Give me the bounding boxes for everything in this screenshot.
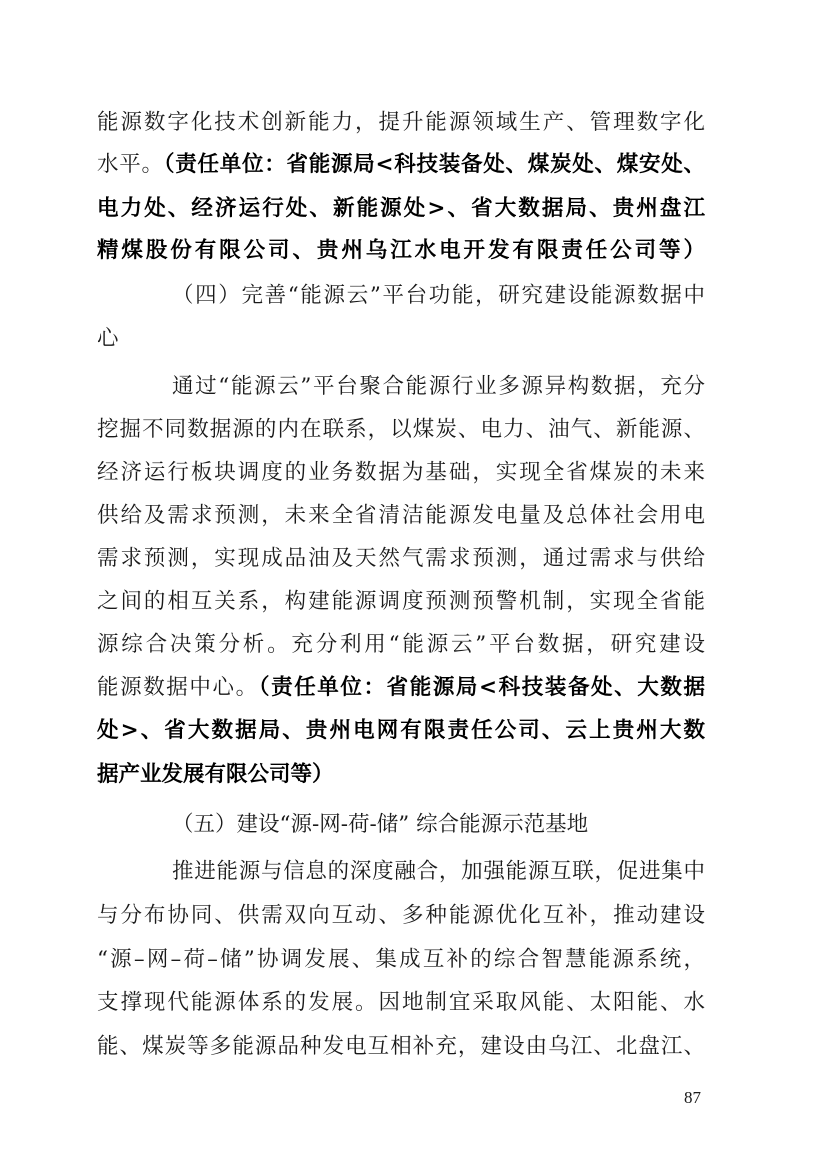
text-line xyxy=(97,1034,705,1060)
text-line xyxy=(97,589,705,615)
text-line xyxy=(97,762,705,788)
text-line xyxy=(97,947,705,973)
responsible-units-text: （责任单位：省能源局<科技装备处、煤炭处、煤安处、 xyxy=(163,152,705,177)
body-text: 挖掘不同数据源的内在联系，以煤炭、电力、油气、新能源、 xyxy=(97,417,705,442)
text-line xyxy=(97,110,705,136)
text-line xyxy=(97,718,705,744)
section-heading xyxy=(172,283,705,309)
text-line xyxy=(97,903,705,929)
text-line xyxy=(97,196,705,222)
body-text: 能、煤炭等多能源品种发电互相补充，建设由乌江、北盘江、 xyxy=(97,1034,705,1059)
body-text: 与分布协同、供需双向互动、多种能源优化互补，推动建设 xyxy=(97,903,705,928)
text-line xyxy=(97,417,705,443)
text-line xyxy=(97,152,705,178)
responsible-units-text: 精煤股份有限公司、贵州乌江水电开发有限责任公司等） xyxy=(97,238,705,263)
body-text: 供给及需求预测，未来全省清洁能源发电量及总体社会用电 xyxy=(97,503,705,528)
body-text: 源综合决策分析。充分利用“能源云”平台数据，研究建设 xyxy=(97,632,705,657)
responsible-units-text: （责任单位：省能源局<科技装备处、大数据 xyxy=(258,675,705,700)
page-number: 87 xyxy=(684,1088,701,1107)
responsible-units-text: 处>、省大数据局、贵州电网有限责任公司、云上贵州大数 xyxy=(97,718,705,743)
text-line xyxy=(97,632,705,658)
body-text: 之间的相互关系，构建能源调度预测预警机制，实现全省能 xyxy=(97,589,705,614)
body-text: 心 xyxy=(97,326,119,351)
section-heading xyxy=(172,812,705,838)
text-line xyxy=(97,503,705,529)
body-text: 需求预测，实现成品油及天然气需求预测，通过需求与供给 xyxy=(97,546,705,571)
body-text: （五）建设“源-网-荷-储” 综合能源示范基地 xyxy=(172,812,589,837)
body-text: 通过“能源云”平台聚合能源行业多源异构数据，充分 xyxy=(172,374,705,399)
text-line xyxy=(97,326,705,352)
body-text: “源–网–荷–储”协调发展、集成互补的综合智慧能源系统， xyxy=(97,947,705,972)
body-text: 水平。 xyxy=(97,152,164,177)
text-line xyxy=(97,238,705,264)
body-text: （四）完善“能源云”平台功能，研究建设能源数据中 xyxy=(172,283,705,308)
text-line xyxy=(97,675,705,701)
body-text: 推进能源与信息的深度融合，加强能源互联，促进集中 xyxy=(172,859,705,884)
text-line xyxy=(172,374,705,400)
body-text: 能源数字化技术创新能力，提升能源领域生产、管理数字化 xyxy=(97,110,705,135)
body-text: 支撑现代能源体系的发展。因地制宜采取风能、太阳能、水 xyxy=(97,990,705,1015)
body-text: 能源数据中心。 xyxy=(97,675,259,700)
text-line xyxy=(172,859,705,885)
body-text: 经济运行板块调度的业务数据为基础，实现全省煤炭的未来 xyxy=(97,460,705,485)
responsible-units-text: 据产业发展有限公司等） xyxy=(97,762,334,787)
text-line xyxy=(97,990,705,1016)
text-line xyxy=(97,546,705,572)
responsible-units-text: 电力处、经济运行处、新能源处>、省大数据局、贵州盘江 xyxy=(97,196,705,221)
text-line xyxy=(97,460,705,486)
